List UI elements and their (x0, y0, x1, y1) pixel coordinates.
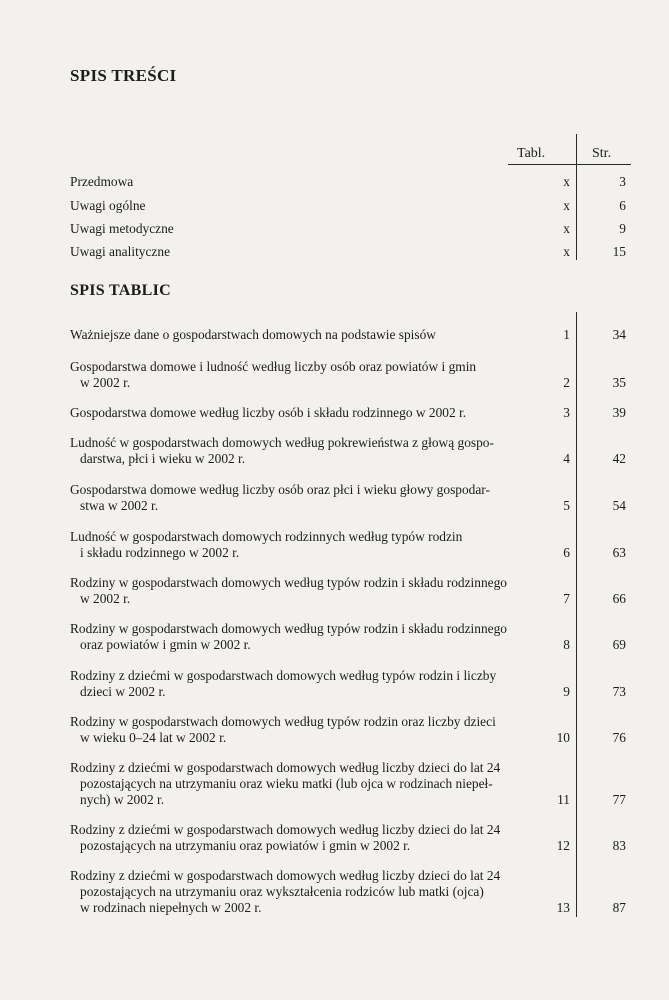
table-table-number: 12 (556, 838, 570, 853)
table-table-number: 10 (556, 730, 570, 745)
table-table-number: 3 (563, 405, 570, 420)
contents-title: SPIS TREŚCI (70, 66, 177, 85)
table-entry (70, 822, 510, 854)
table-entry (70, 482, 510, 514)
contents-title-line: Uwagi analityczne (70, 244, 171, 259)
table-title-line: w rodzinach niepełnych w 2002 r. (80, 900, 262, 915)
contents-page-number: 9 (619, 221, 626, 236)
table-title-line: Rodziny w gospodarstwach domowych według typów rodzin i składu rodzinnego (70, 575, 507, 590)
table-title-line: pozostających na utrzymaniu oraz wykształcenia rodziców lub matki (ojca) (80, 884, 484, 899)
table-page-number: 73 (612, 684, 626, 699)
contents-entry (70, 174, 510, 190)
contents-column-divider (576, 134, 577, 260)
table-title-line: w 2002 r. (80, 375, 131, 390)
table-page-number: 54 (612, 498, 626, 513)
column-header-tabl: Tabl. (517, 146, 546, 161)
table-page-number: 83 (612, 838, 626, 853)
table-title-line: Ludność w gospodarstwach domowych według pokrewieństwa z głową gospo- (70, 435, 494, 450)
table-page-number: 35 (612, 375, 626, 390)
table-page-number: 87 (612, 900, 626, 915)
table-title-line: oraz powiatów i gmin w 2002 r. (80, 637, 251, 652)
table-page-number: 76 (612, 730, 626, 745)
table-table-number: 2 (563, 375, 570, 390)
contents-title-line: Uwagi ogólne (70, 198, 146, 213)
table-entry (70, 327, 510, 343)
header-rule (508, 164, 631, 165)
table-entry (70, 529, 510, 561)
table-table-number: 11 (557, 792, 570, 807)
contents-table-number: x (563, 174, 570, 189)
contents-entry (70, 244, 510, 260)
table-entry (70, 621, 510, 653)
table-title-line: Rodziny w gospodarstwach domowych według typów rodzin oraz liczby dzieci (70, 714, 496, 729)
table-page-number: 42 (612, 451, 626, 466)
table-title-line: Gospodarstwa domowe według liczby osób i składu rodzinnego w 2002 r. (70, 405, 467, 420)
table-page-number: 34 (612, 327, 626, 342)
contents-title-line: Przedmowa (70, 174, 134, 189)
contents-entry (70, 198, 510, 214)
table-entry (70, 760, 510, 808)
table-entry (70, 575, 510, 607)
table-title-line: dzieci w 2002 r. (80, 684, 166, 699)
contents-entry (70, 221, 510, 237)
table-title-line: Gospodarstwa domowe i ludność według liczby osób oraz powiatów i gmin (70, 359, 477, 374)
table-page-number: 77 (612, 792, 626, 807)
table-title-line: Rodziny z dziećmi w gospodarstwach domowych według liczby dzieci do lat 24 (70, 822, 501, 837)
table-title-line: pozostających na utrzymaniu oraz wieku matki (lub ojca w rodzinach niepeł- (80, 776, 493, 791)
tables-column-divider (576, 312, 577, 917)
table-title-line: darstwa, płci i wieku w 2002 r. (80, 451, 246, 466)
contents-table-number: x (563, 244, 570, 259)
table-table-number: 9 (563, 684, 570, 699)
table-title-line: Ważniejsze dane o gospodarstwach domowych na podstawie spisów (70, 327, 436, 342)
contents-title-line: Uwagi metodyczne (70, 221, 174, 236)
table-table-number: 7 (563, 591, 570, 606)
contents-page-number: 6 (619, 198, 626, 213)
table-entry (70, 868, 510, 916)
table-title-line: w 2002 r. (80, 591, 131, 606)
table-entry (70, 435, 510, 467)
table-entry (70, 714, 510, 746)
contents-table-number: x (563, 221, 570, 236)
contents-table-number: x (563, 198, 570, 213)
table-title-line: Rodziny z dziećmi w gospodarstwach domowych według liczby dzieci do lat 24 (70, 760, 501, 775)
table-table-number: 1 (563, 327, 570, 342)
table-title-line: nych) w 2002 r. (80, 792, 165, 807)
table-entry (70, 668, 510, 700)
table-title-line: w wieku 0–24 lat w 2002 r. (80, 730, 227, 745)
table-title-line: pozostających na utrzymaniu oraz powiatów i gmin w 2002 r. (80, 838, 411, 853)
table-entry (70, 405, 510, 421)
table-table-number: 6 (563, 545, 570, 560)
tables-title: SPIS TABLIC (70, 282, 171, 299)
table-table-number: 8 (563, 637, 570, 652)
column-header-str: Str. (592, 146, 612, 161)
table-title-line: Rodziny z dziećmi w gospodarstwach domowych według liczby dzieci do lat 24 (70, 868, 501, 883)
table-page-number: 39 (612, 405, 626, 420)
table-table-number: 5 (563, 498, 570, 513)
contents-page-number: 3 (619, 174, 626, 189)
table-title-line: Rodziny z dziećmi w gospodarstwach domowych według typów rodzin i liczby (70, 668, 497, 683)
table-page-number: 69 (612, 637, 626, 652)
table-title-line: i składu rodzinnego w 2002 r. (80, 545, 240, 560)
table-title-line: Ludność w gospodarstwach domowych rodzinnych według typów rodzin (70, 529, 463, 544)
table-title-line: Gospodarstwa domowe według liczby osób oraz płci i wieku głowy gospodar- (70, 482, 490, 497)
table-page-number: 63 (612, 545, 626, 560)
contents-page-number: 15 (612, 244, 626, 259)
table-title-line: stwa w 2002 r. (80, 498, 159, 513)
table-page-number: 66 (612, 591, 626, 606)
table-entry (70, 359, 510, 391)
table-table-number: 13 (556, 900, 570, 915)
table-title-line: Rodziny w gospodarstwach domowych według typów rodzin i składu rodzinnego (70, 621, 507, 636)
table-table-number: 4 (563, 451, 570, 466)
